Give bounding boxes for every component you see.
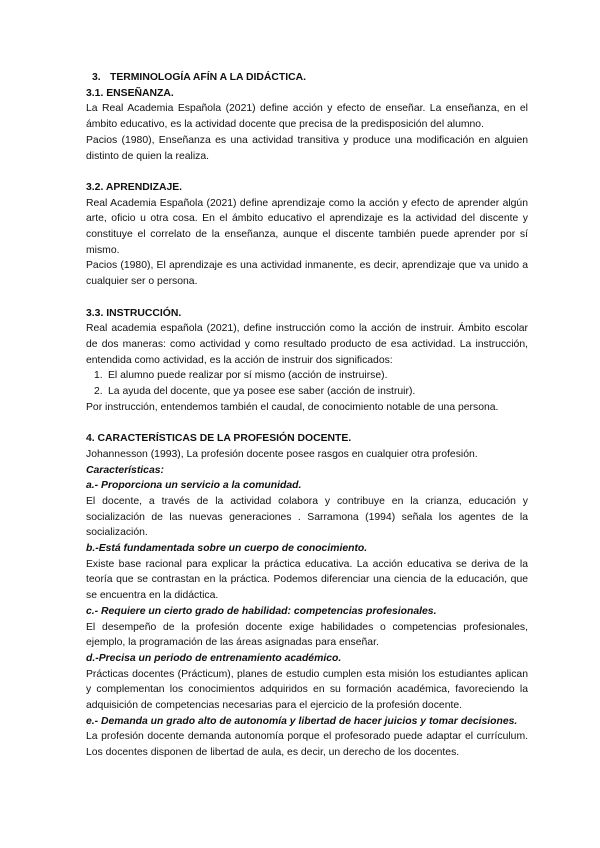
document-body — [86, 70, 528, 761]
section-3-1-paragraph-1: La Real Academia Española (2021) define acción y efecto de enseñar. La enseñanza, en el ámbito educativo, es la actividad docente que precisa de la predisposición del alumno. — [86, 103, 528, 131]
section-3-2-paragraph-1: Real Academia Española (2021) define aprendizaje como la acción y efecto de aprender algún arte, oficio u otra cosa. En el ámbito educativo el aprendizaje es la actividad del discente y constituye el correlato de la enseñanza, aunque el discente también puede aprender por sí mismo. — [86, 197, 528, 256]
characteristic-e-text: La profesión docente demanda autonomía porque el profesorado puede adaptar el currículum. Los docentes disponen de libertad de aula, es decir, un derecho de los docentes. — [86, 731, 528, 759]
characteristic-a-text: El docente, a través de la actividad colabora y contribuye en la crianza, educación y socialización de las nuevas generaciones . Sarramona (1994) señala los agentes de la socialización. — [86, 495, 528, 539]
characteristic-b-text: Existe base racional para explicar la práctica educativa. La acción educativa se deriva de la teoría que se contrastan en la práctica. Podemos diferenciar una ciencia de la educación, que se encuentra en la didáctica. — [86, 558, 528, 602]
characteristic-c-text: El desempeño de la profesión docente exige habilidades o competencias profesionales, ejemplo, la programación de las áreas asignadas para enseñar. — [86, 621, 528, 649]
characteristic-c-title: c.- Requiere un cierto grado de habilidad: competencias profesionales. — [86, 605, 437, 617]
section-3-1-paragraph-2: Pacios (1980), Enseñanza es una actividad transitiva y produce una modificación en alguien distinto de quien la realiza. — [86, 134, 528, 162]
spacer — [86, 164, 528, 180]
section-4-intro: Johannesson (1993), La profesión docente posee rasgos en cualquier otra profesión. — [86, 448, 478, 460]
section-3-heading — [86, 70, 528, 86]
list-item-number: 2. — [94, 386, 103, 398]
section-3-3-heading: 3.3. INSTRUCCIÓN. — [86, 307, 182, 319]
list-item-text: El alumno puede realizar por sí mismo (acción de instruirse). — [108, 370, 388, 382]
list-item — [86, 368, 528, 384]
instruction-meanings-list — [86, 368, 528, 399]
characteristic-d-text: Prácticas docentes (Prácticum), planes de estudio cumplen esta misión los estudiantes aplican y complementan los conocimientos adquiridos en su formación académica, favoreciendo la adquisición de competencias necesarias para el ejercicio de la profesión docente. — [86, 668, 528, 712]
characteristic-e-title: e.- Demanda un grado alto de autonomía y libertad de hacer juicios y tomar decisiones. — [86, 715, 518, 727]
characteristic-b-title: b.-Está fundamentada sobre un cuerpo de conocimiento. — [86, 543, 368, 555]
section-3-title: TERMINOLOGÍA AFÍN A LA DIDÁCTICA. — [110, 72, 307, 83]
spacer — [86, 290, 528, 306]
section-3-1-heading: 3.1. ENSEÑANZA. — [86, 87, 174, 99]
section-3-number: 3. — [92, 72, 101, 83]
section-4-heading: 4. CARACTERÍSTICAS DE LA PROFESIÓN DOCENTE. — [86, 433, 352, 445]
characteristic-d-title: d.-Precisa un periodo de entrenamiento académico. — [86, 652, 342, 664]
characteristics-label: Características: — [86, 464, 164, 476]
list-item-number: 1. — [94, 370, 103, 382]
section-3-2-heading: 3.2. APRENDIZAJE. — [86, 181, 183, 193]
section-3-3-closing: Por instrucción, entendemos también el caudal, de conocimiento notable de una persona. — [86, 401, 499, 413]
list-item — [86, 384, 528, 400]
characteristic-a-title: a.- Proporciona un servicio a la comunidad. — [86, 480, 302, 492]
section-3-3-intro: Real academia española (2021), define instrucción como la acción de instruir. Ámbito escolar de dos maneras: como actividad y como resultado producto de esa actividad. La instrucción, entendida como actividad, es la acción de instruir dos significados: — [86, 323, 528, 366]
spacer — [86, 415, 528, 431]
section-3-2-paragraph-2: Pacios (1980), El aprendizaje es una actividad inmanente, es decir, aprendizaje que va unido a cualquier ser o persona. — [86, 260, 528, 288]
list-item-text: La ayuda del docente, que ya posee ese saber (acción de instruir). — [108, 386, 416, 398]
